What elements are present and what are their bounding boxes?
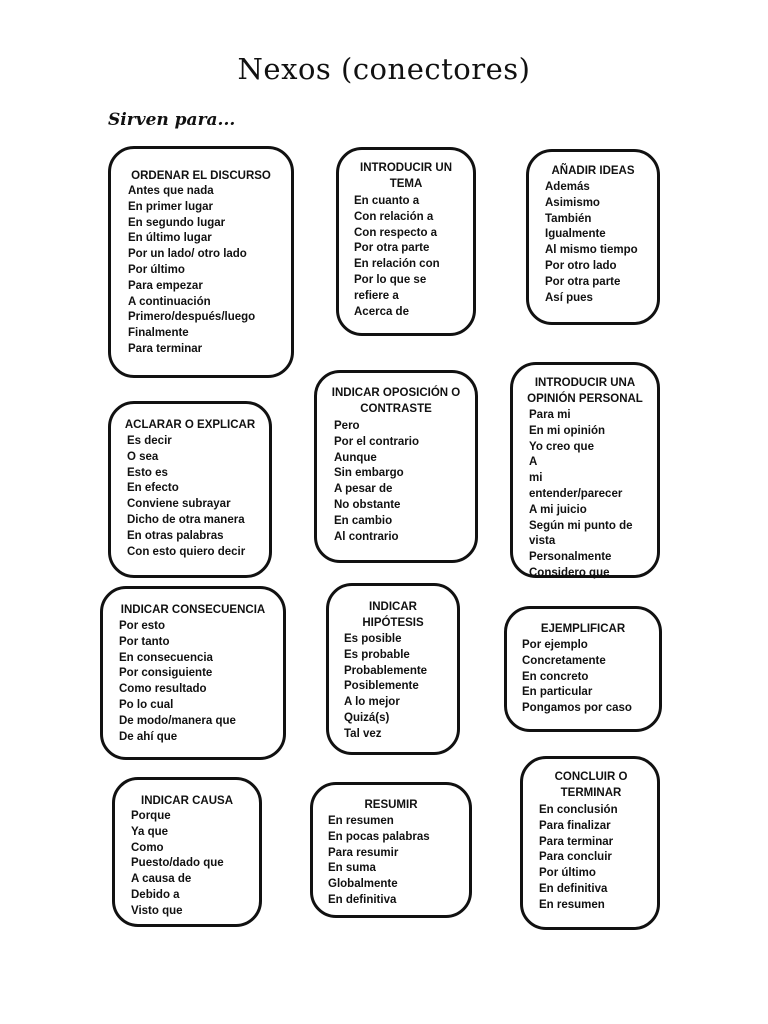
list-item: Debido a: [131, 888, 180, 901]
list-item: Primero/después/luego: [128, 311, 256, 324]
box-title: INDICAR HIPÓTESIS: [362, 601, 424, 629]
page-subtitle: Sirven para...: [108, 110, 236, 130]
box-ordenar-discurso: [108, 146, 294, 378]
list-item: Para empezar: [128, 279, 203, 292]
box-title: CONCLUIR O TERMINAR: [554, 771, 628, 799]
list-item: Personalmente: [529, 551, 612, 564]
list-item: Acerca de: [354, 305, 409, 318]
list-item: En suma: [328, 862, 376, 875]
list-item: Para mi: [529, 409, 571, 421]
list-item: Con esto quiero decir: [127, 545, 246, 558]
box-consecuencia: [100, 586, 286, 760]
list-item: Para concluir: [539, 851, 612, 864]
box-title: AÑADIR IDEAS: [551, 165, 635, 177]
list-item: Porque: [131, 810, 171, 822]
list-item: En último lugar: [128, 232, 212, 245]
list-item: Por tanto: [119, 635, 170, 648]
list-item: Antes que nada: [128, 185, 214, 197]
list-item: Po lo cual: [119, 698, 174, 711]
connector-list: [334, 419, 419, 545]
list-item: En otras palabras: [127, 529, 224, 542]
list-item: Para terminar: [128, 342, 203, 355]
list-item: Pero: [334, 420, 360, 432]
list-item: Concretamente: [522, 654, 606, 667]
box-title: RESUMIR: [364, 799, 418, 811]
list-item: En efecto: [127, 482, 179, 495]
box-anadir-ideas: [526, 149, 660, 325]
connector-list: [128, 184, 255, 358]
list-item: A lo mejor: [344, 696, 400, 709]
list-item: Tal vez: [344, 727, 382, 740]
list-item: Dicho de otra manera: [127, 513, 245, 526]
list-item: En segundo lugar: [128, 216, 226, 229]
list-item: En pocas palabras: [328, 830, 430, 843]
list-item: Ya que: [131, 825, 169, 838]
box-introducir-tema: [336, 147, 476, 336]
box-causa: [112, 777, 262, 927]
box-title: INDICAR CAUSA: [141, 795, 233, 807]
list-item: En resumen: [539, 898, 605, 911]
list-item: En definitiva: [328, 893, 397, 906]
list-item: En conclusión: [539, 804, 618, 816]
connector-list: [119, 619, 236, 745]
list-item: En relación con: [354, 258, 440, 271]
list-item: En consecuencia: [119, 651, 213, 664]
list-item: A causa de: [131, 873, 192, 886]
list-item: Con respecto a: [354, 226, 438, 239]
list-item: Por último: [128, 263, 185, 276]
list-item: Pongamos por caso: [522, 702, 632, 715]
list-item: A mi entender/parecer: [529, 456, 623, 500]
list-item: Aunque: [334, 451, 377, 464]
list-item: Para resumir: [328, 846, 399, 859]
list-item: Con relación a: [354, 210, 434, 223]
connector-list: [529, 408, 647, 582]
box-title: EJEMPLIFICAR: [540, 623, 626, 635]
list-item: A pesar de: [334, 483, 393, 496]
list-item: Globalmente: [328, 878, 398, 891]
list-item: Esto es: [127, 466, 168, 479]
list-item: Además: [545, 181, 590, 193]
list-item: Es posible: [344, 633, 402, 645]
connector-list: [522, 638, 632, 717]
list-item: Visto que: [131, 904, 183, 917]
box-opinion-personal: [510, 362, 660, 578]
list-item: Yo creo que: [529, 440, 594, 453]
connector-list: [127, 434, 245, 560]
list-item: Conviene subrayar: [127, 498, 231, 511]
list-item: Así pues: [545, 291, 593, 304]
list-item: En primer lugar: [128, 200, 213, 213]
list-item: Para finalizar: [539, 819, 611, 832]
connector-list: [131, 809, 224, 920]
box-hipotesis: [326, 583, 460, 755]
list-item: Por esto: [119, 620, 166, 632]
list-item: Al mismo tiempo: [545, 244, 638, 257]
list-item: En cambio: [334, 514, 393, 527]
box-title: INTRODUCIR UNA OPINIÓN PERSONAL: [527, 377, 643, 405]
list-item: Por otra parte: [545, 275, 621, 288]
list-item: A mi juicio: [529, 503, 587, 516]
list-item: Por consiguiente: [119, 667, 213, 680]
connector-list: [344, 632, 427, 743]
list-item: Sin embargo: [334, 467, 404, 480]
list-item: De ahí que: [119, 730, 178, 743]
list-item: En mi opinión: [529, 424, 606, 437]
list-item: Por ejemplo: [522, 639, 588, 651]
list-item: Como resultado: [119, 683, 207, 696]
list-item: Quizá(s): [344, 711, 390, 724]
connector-list: [328, 814, 430, 909]
box-title: ORDENAR EL DISCURSO: [131, 170, 271, 182]
page-title: Nexos (conectores): [237, 52, 531, 86]
list-item: En concreto: [522, 670, 589, 683]
list-item: Por último: [539, 867, 596, 880]
list-item: Puesto/dado que: [131, 857, 224, 870]
list-item: De modo/manera que: [119, 714, 236, 727]
list-item: Finalmente: [128, 327, 189, 340]
list-item: También: [545, 212, 592, 225]
list-item: Igualmente: [545, 228, 606, 241]
list-item: Por otra parte: [354, 242, 430, 255]
list-item: O sea: [127, 450, 159, 463]
box-oposicion-contraste: [314, 370, 478, 563]
box-ejemplificar: [504, 606, 662, 732]
list-item: Asimismo: [545, 196, 600, 209]
connector-list: [545, 180, 638, 306]
list-item: Según mi punto de vista: [529, 519, 633, 548]
list-item: Por un lado/ otro lado: [128, 248, 247, 261]
list-item: En particular: [522, 686, 593, 699]
box-title: INDICAR OPOSICIÓN O CONTRASTE: [331, 387, 461, 415]
list-item: Considero que: [529, 566, 610, 579]
list-item: Posiblemente: [344, 680, 419, 693]
list-item: Por el contrario: [334, 435, 419, 448]
list-item: No obstante: [334, 498, 401, 511]
box-title: INDICAR CONSECUENCIA: [120, 604, 266, 616]
box-aclarar-explicar: [108, 401, 272, 578]
box-resumir: [310, 782, 472, 918]
connector-list: [354, 194, 466, 320]
list-item: Por lo que se refiere a: [354, 273, 427, 302]
list-item: Por otro lado: [545, 259, 617, 272]
connector-list: [539, 803, 618, 914]
list-item: Probablemente: [344, 664, 428, 677]
list-item: Para terminar: [539, 835, 614, 848]
list-item: Al contrario: [334, 530, 399, 543]
box-title: INTRODUCIR UN TEMA: [360, 162, 452, 190]
list-item: A continuación: [128, 295, 211, 308]
list-item: En cuanto a: [354, 195, 420, 207]
list-item: En definitiva: [539, 882, 608, 895]
list-item: En resumen: [328, 815, 394, 827]
list-item: Como: [131, 841, 164, 854]
box-concluir-terminar: [520, 756, 660, 930]
list-item: Es probable: [344, 648, 410, 661]
list-item: Es decir: [127, 435, 172, 447]
box-title: ACLARAR O EXPLICAR: [124, 419, 256, 431]
